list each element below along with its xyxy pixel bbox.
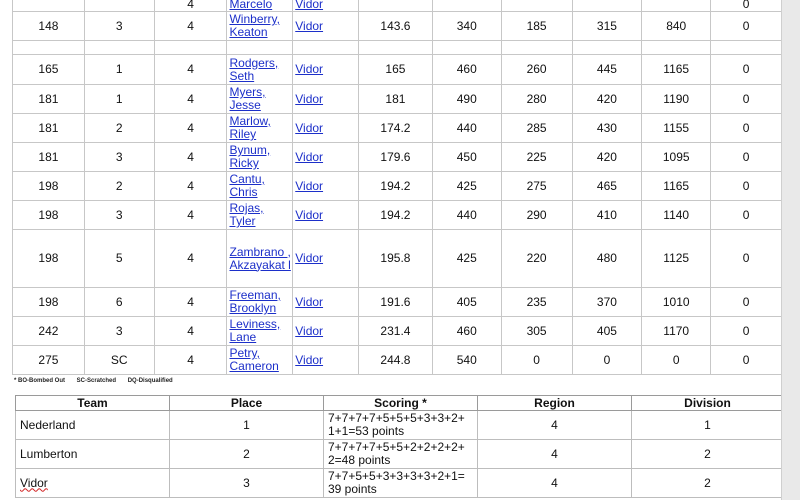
region-cell: 4 [154,201,227,230]
region-cell: 4 [154,85,227,114]
weight-class-cell [13,41,85,55]
team-link[interactable]: Vidor [295,0,324,11]
total-cell: 1155 [642,114,711,143]
body-weight-cell: 244.8 [359,346,433,375]
team-cell [293,317,359,346]
team-cell [293,55,359,85]
place-cell: 6 [84,288,154,317]
document-page [12,0,782,500]
place-cell: 1 [84,85,154,114]
team-place-cell: 2 [170,440,324,469]
team-division-cell: 1 [632,411,784,440]
bench-cell: 185 [501,12,572,41]
region-cell: 4 [154,114,227,143]
athlete-link[interactable]: Freeman, Brooklyn [229,288,281,315]
total-cell: 1165 [642,55,711,85]
points-cell: 0 [711,85,782,114]
points-cell: 0 [711,346,782,375]
body-weight-cell: 174.2 [359,114,433,143]
athlete-link[interactable]: Marlow, Riley [229,114,271,141]
total-cell: 1095 [642,143,711,172]
athlete-link[interactable]: Marcelo [229,0,273,11]
weight-class-cell: 165 [13,55,85,85]
total-cell [642,41,711,55]
place-cell: 3 [84,317,154,346]
region-cell: 4 [154,172,227,201]
region-cell: 4 [154,12,227,41]
bench-cell: 235 [501,288,572,317]
squat-cell: 450 [432,143,501,172]
team-division-cell: 2 [632,469,784,498]
place-cell: 5 [84,230,154,288]
bench-cell: 0 [501,346,572,375]
athlete-name-cell [227,41,293,55]
region-cell: 4 [154,288,227,317]
place-cell: 2 [84,114,154,143]
body-weight-cell: 191.6 [359,288,433,317]
athlete-link[interactable]: Leviness, Lane [229,317,281,344]
body-weight-cell: 179.6 [359,143,433,172]
region-cell: 4 [154,230,227,288]
body-weight-cell: 231.4 [359,317,433,346]
athlete-link[interactable]: Zambrano , Akzayakat l [229,244,291,272]
place-cell: 3 [84,12,154,41]
athlete-link[interactable]: Winberry, Keaton [229,12,280,39]
body-weight-cell: 165 [359,55,433,85]
place-cell: SC [84,346,154,375]
footnote-bo: * BO-Bombed Out [14,378,65,384]
region-cell: 4 [154,317,227,346]
squat-cell: 405 [432,288,501,317]
table-row [13,317,782,346]
spacer-row [13,41,782,55]
deadlift-cell: 445 [572,55,642,85]
table-row [13,12,782,41]
place-cell [84,0,154,12]
team-name-cell: Lumberton [16,440,170,469]
window-edge [781,0,800,500]
points-cell: 0 [711,143,782,172]
results-table [12,0,782,375]
table-row [13,288,782,317]
total-cell: 1010 [642,288,711,317]
squat-cell [432,0,501,12]
athlete-name-cell [227,12,293,41]
deadlift-cell [572,41,642,55]
place-cell: 1 [84,55,154,85]
bench-cell: 305 [501,317,572,346]
total-cell [642,0,711,12]
bench-cell: 220 [501,230,572,288]
team-row [16,440,784,469]
squat-cell: 340 [432,12,501,41]
athlete-link[interactable]: Rojas, Tyler [229,201,264,228]
deadlift-cell: 465 [572,172,642,201]
team-link[interactable]: Vidor [295,207,324,222]
deadlift-cell: 420 [572,143,642,172]
total-cell: 1170 [642,317,711,346]
team-region-cell: 4 [478,440,632,469]
weight-class-cell: 275 [13,346,85,375]
table-row [13,114,782,143]
bench-cell: 225 [501,143,572,172]
total-cell: 1140 [642,201,711,230]
region-cell: 4 [154,346,227,375]
squat-cell: 460 [432,55,501,85]
athlete-name-cell [227,172,293,201]
weight-class-cell: 242 [13,317,85,346]
weight-class-cell: 181 [13,143,85,172]
team-row [16,469,784,498]
deadlift-cell: 405 [572,317,642,346]
deadlift-cell: 430 [572,114,642,143]
body-weight-cell: 143.6 [359,12,433,41]
body-weight-cell [359,0,433,12]
points-cell: 0 [711,317,782,346]
header-team: Team [16,396,170,411]
body-weight-cell: 194.2 [359,172,433,201]
table-row [13,0,782,12]
body-weight-cell: 195.8 [359,230,433,288]
points-cell: 0 [711,114,782,143]
team-cell [293,230,359,288]
squat-cell [432,41,501,55]
weight-class-cell: 198 [13,230,85,288]
athlete-name-cell [227,143,293,172]
athlete-name-cell [227,0,293,12]
squat-cell: 440 [432,114,501,143]
squat-cell: 425 [432,230,501,288]
bench-cell: 280 [501,85,572,114]
team-cell [293,12,359,41]
header-scoring: Scoring * [324,396,478,411]
athlete-name-cell [227,230,293,288]
total-cell: 0 [642,346,711,375]
athlete-name-cell [227,201,293,230]
points-cell [711,41,782,55]
deadlift-cell: 410 [572,201,642,230]
team-link[interactable]: Vidor [20,475,48,490]
header-place: Place [170,396,324,411]
table-row [13,143,782,172]
weight-class-cell: 198 [13,201,85,230]
bench-cell: 260 [501,55,572,85]
region-cell: 4 [154,55,227,85]
team-link[interactable]: Vidor [295,91,324,106]
header-division: Division [632,396,784,411]
place-cell: 2 [84,172,154,201]
athlete-link[interactable]: Petry, Cameron [229,346,279,373]
points-cell: 0 [711,288,782,317]
squat-cell: 490 [432,85,501,114]
athlete-link[interactable]: Bynum, Ricky [229,143,271,170]
athlete-name-cell [227,317,293,346]
team-link[interactable]: Vidor [295,18,324,33]
bench-cell [501,41,572,55]
scoring-cell: 7+7+7+7+5+5+2+2+2+2+ 2=48 points [324,440,478,469]
athlete-name-cell [227,55,293,85]
athlete-link[interactable]: Cantu, Chris [229,172,265,199]
table-row [13,201,782,230]
squat-cell: 425 [432,172,501,201]
deadlift-cell: 420 [572,85,642,114]
header-region: Region [478,396,632,411]
points-cell: 0 [711,201,782,230]
team-place-cell: 3 [170,469,324,498]
deadlift-cell: 370 [572,288,642,317]
points-cell: 0 [711,172,782,201]
team-table-header-row [16,396,784,411]
team-division-cell: 2 [632,440,784,469]
bench-cell [501,0,572,12]
team-link[interactable]: Vidor [295,352,324,367]
squat-cell: 440 [432,201,501,230]
team-link[interactable]: Vidor [295,178,324,193]
team-cell [293,0,359,12]
team-name-cell [16,469,170,498]
total-cell: 1125 [642,230,711,288]
table-row [13,55,782,85]
team-region-cell: 4 [478,411,632,440]
deadlift-cell [572,0,642,12]
athlete-name-cell [227,114,293,143]
athlete-name-cell [227,346,293,375]
points-cell: 0 [711,0,782,12]
weight-class-cell [13,0,85,12]
deadlift-cell: 480 [572,230,642,288]
total-cell: 1190 [642,85,711,114]
scoring-cell: 7+7+5+5+3+3+3+3+2+1= 39 points [324,469,478,498]
team-link[interactable]: Vidor [295,294,324,309]
team-link[interactable]: Vidor [295,149,324,164]
team-cell [293,346,359,375]
athlete-link[interactable]: Rodgers, Seth [229,55,279,83]
weight-class-cell: 181 [13,85,85,114]
place-cell: 3 [84,143,154,172]
team-cell [293,41,359,55]
team-standings-table [15,395,784,498]
team-link[interactable]: Vidor [295,120,324,135]
team-cell [293,85,359,114]
team-cell [293,143,359,172]
table-row [13,172,782,201]
bench-cell: 275 [501,172,572,201]
team-region-cell: 4 [478,469,632,498]
place-cell: 3 [84,201,154,230]
squat-cell: 540 [432,346,501,375]
team-name-cell: Nederland [16,411,170,440]
footnote [14,378,183,384]
region-cell [154,41,227,55]
team-link[interactable]: Vidor [295,62,324,76]
athlete-name-cell [227,288,293,317]
team-cell [293,201,359,230]
bench-cell: 285 [501,114,572,143]
footnote-sc: SC-Scratched [76,378,117,384]
body-weight-cell [359,41,433,55]
region-cell: 4 [154,0,227,12]
region-cell: 4 [154,143,227,172]
footnote-dq: DQ-Disqualified [127,378,173,384]
total-cell: 840 [642,12,711,41]
weight-class-cell: 198 [13,288,85,317]
scoring-cell: 7+7+7+7+5+5+5+3+3+2+ 1+1=53 points [324,411,478,440]
points-cell: 0 [711,55,782,85]
body-weight-cell: 194.2 [359,201,433,230]
deadlift-cell: 0 [572,346,642,375]
squat-cell: 460 [432,317,501,346]
deadlift-cell: 315 [572,12,642,41]
place-cell [84,41,154,55]
bench-cell: 290 [501,201,572,230]
team-cell [293,172,359,201]
team-row [16,411,784,440]
team-link[interactable]: Vidor [295,323,324,338]
body-weight-cell: 181 [359,85,433,114]
weight-class-cell: 148 [13,12,85,41]
points-cell: 0 [711,230,782,288]
team-cell [293,288,359,317]
table-row [13,346,782,375]
team-cell [293,114,359,143]
weight-class-cell: 198 [13,172,85,201]
table-row [13,230,782,288]
team-link[interactable]: Vidor [295,251,324,265]
weight-class-cell: 181 [13,114,85,143]
athlete-link[interactable]: Myers, Jesse [229,85,266,112]
points-cell: 0 [711,12,782,41]
total-cell: 1165 [642,172,711,201]
team-place-cell: 1 [170,411,324,440]
table-row [13,85,782,114]
athlete-name-cell [227,85,293,114]
